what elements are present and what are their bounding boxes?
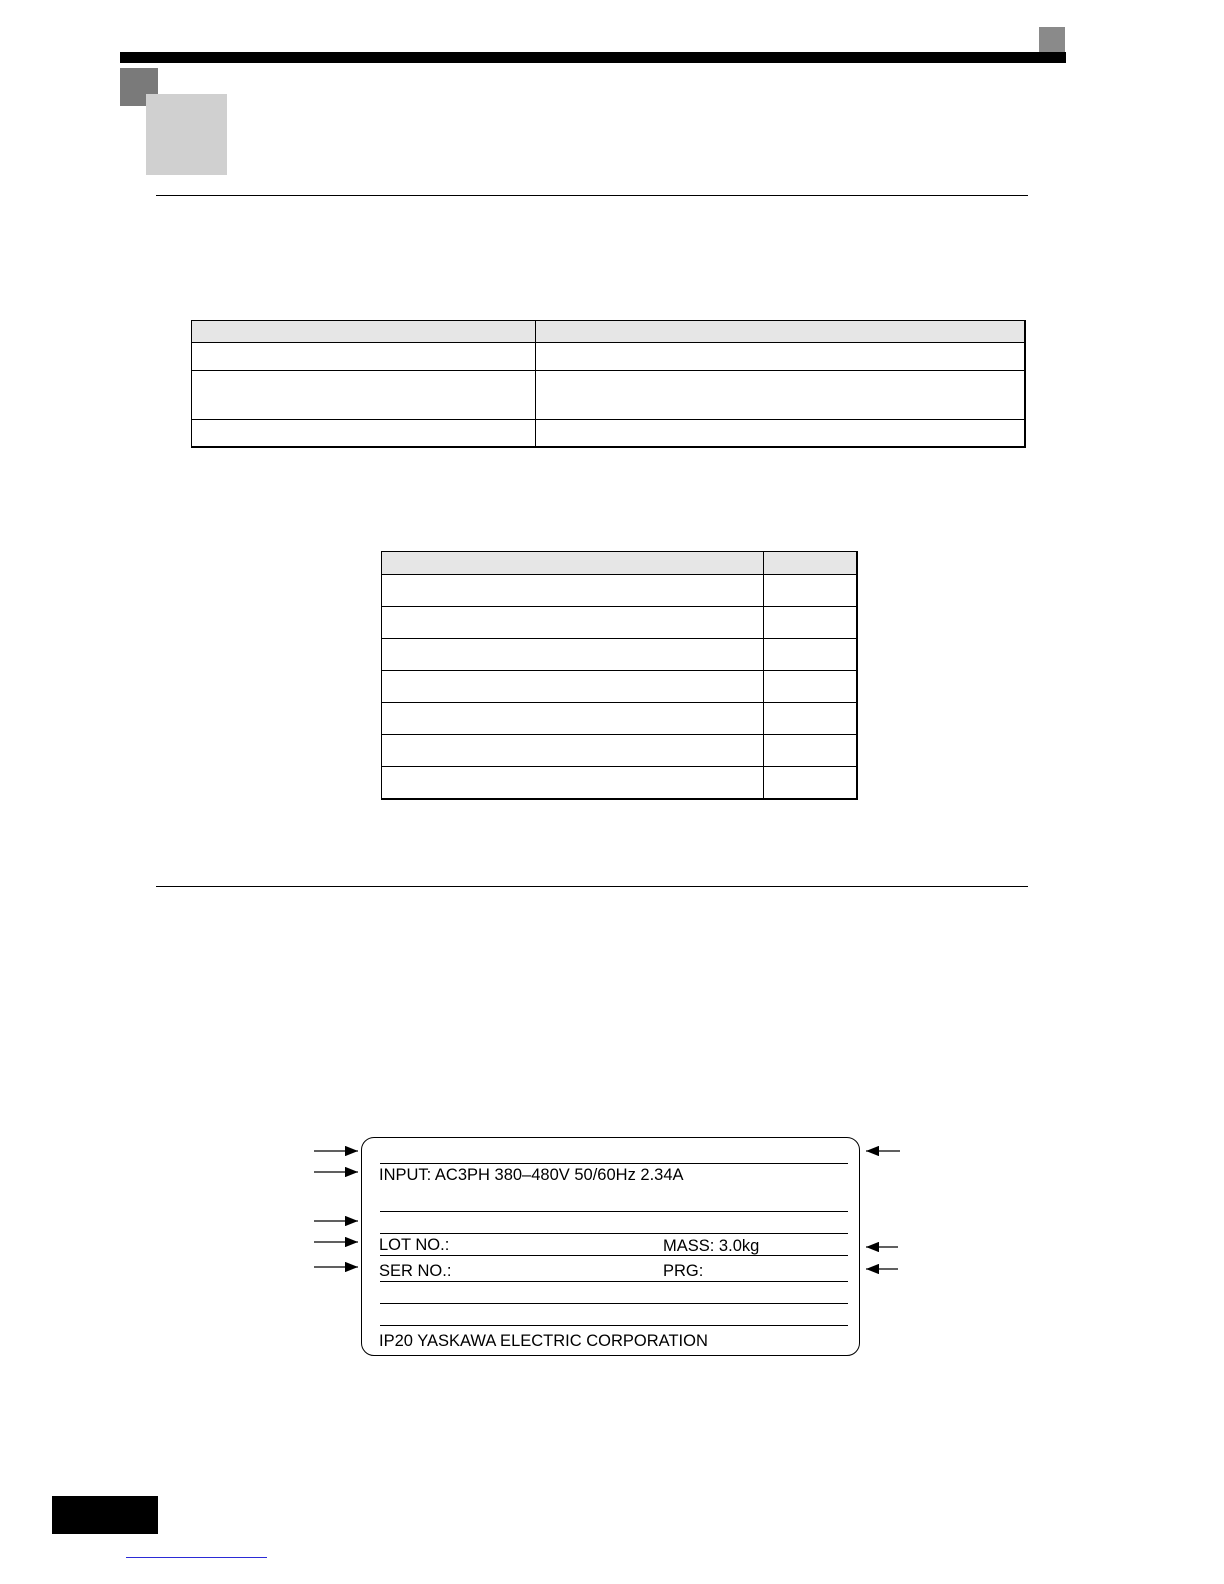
nameplate-line (380, 1255, 848, 1256)
table-cell (382, 639, 764, 671)
section-rule-top (156, 195, 1028, 196)
table-cell (382, 607, 764, 639)
nameplate-diagram (361, 1137, 860, 1356)
table-cell (382, 703, 764, 735)
nameplate-serial-label: SER NO.: (379, 1262, 452, 1280)
component-table (381, 551, 858, 800)
nameplate-line (380, 1281, 848, 1282)
page-corner-marker-right (1039, 27, 1065, 53)
specification-table (191, 320, 1026, 448)
table-cell (382, 767, 764, 799)
table-row (192, 343, 1026, 371)
table-header-row (192, 321, 1026, 343)
table-cell (536, 371, 1025, 420)
table-row (192, 371, 1026, 420)
table-row (382, 767, 858, 799)
table-cell (763, 607, 857, 639)
nameplate-line (380, 1233, 848, 1234)
table-row (382, 703, 858, 735)
nameplate-line (380, 1325, 848, 1326)
table-cell (763, 703, 857, 735)
table-cell (192, 420, 536, 447)
nameplate-input-text: INPUT: AC3PH 380–480V 50/60Hz 2.34A (379, 1166, 684, 1184)
page-number-tab (52, 1496, 158, 1534)
table-cell (536, 420, 1025, 447)
table-cell (763, 639, 857, 671)
table-cell (382, 575, 764, 607)
nameplate-program-label: PRG: (663, 1262, 704, 1280)
section-rule-bottom (156, 886, 1028, 887)
table-cell (763, 671, 857, 703)
nameplate-line (380, 1163, 848, 1164)
nameplate-mass-label: MASS: 3.0kg (663, 1237, 760, 1255)
table-header-cell (536, 321, 1025, 343)
nameplate-lot-label: LOT NO.: (379, 1236, 450, 1254)
nameplate-line (380, 1303, 848, 1304)
nameplate-left-arrows (312, 1140, 364, 1280)
nameplate-footer-text: IP20 YASKAWA ELECTRIC CORPORATION (379, 1332, 708, 1350)
table-cell (192, 371, 536, 420)
footer-link-underline[interactable] (126, 1557, 267, 1558)
table-cell (763, 767, 857, 799)
table-header-cell (192, 321, 536, 343)
table-row (382, 671, 858, 703)
nameplate-right-arrows (862, 1140, 902, 1280)
table-cell (763, 575, 857, 607)
table-header-cell (382, 552, 764, 575)
table-cell (382, 735, 764, 767)
table-row (382, 639, 858, 671)
header-bar (120, 52, 1066, 63)
table-cell (763, 735, 857, 767)
table-cell (192, 343, 536, 371)
table-cell (536, 343, 1025, 371)
table-row (192, 420, 1026, 447)
table-row (382, 735, 858, 767)
nameplate-line (380, 1211, 848, 1212)
table-header-row (382, 552, 858, 575)
table-header-cell (763, 552, 857, 575)
table-cell (382, 671, 764, 703)
table-row (382, 607, 858, 639)
table-row (382, 575, 858, 607)
chapter-number-box (146, 94, 227, 175)
